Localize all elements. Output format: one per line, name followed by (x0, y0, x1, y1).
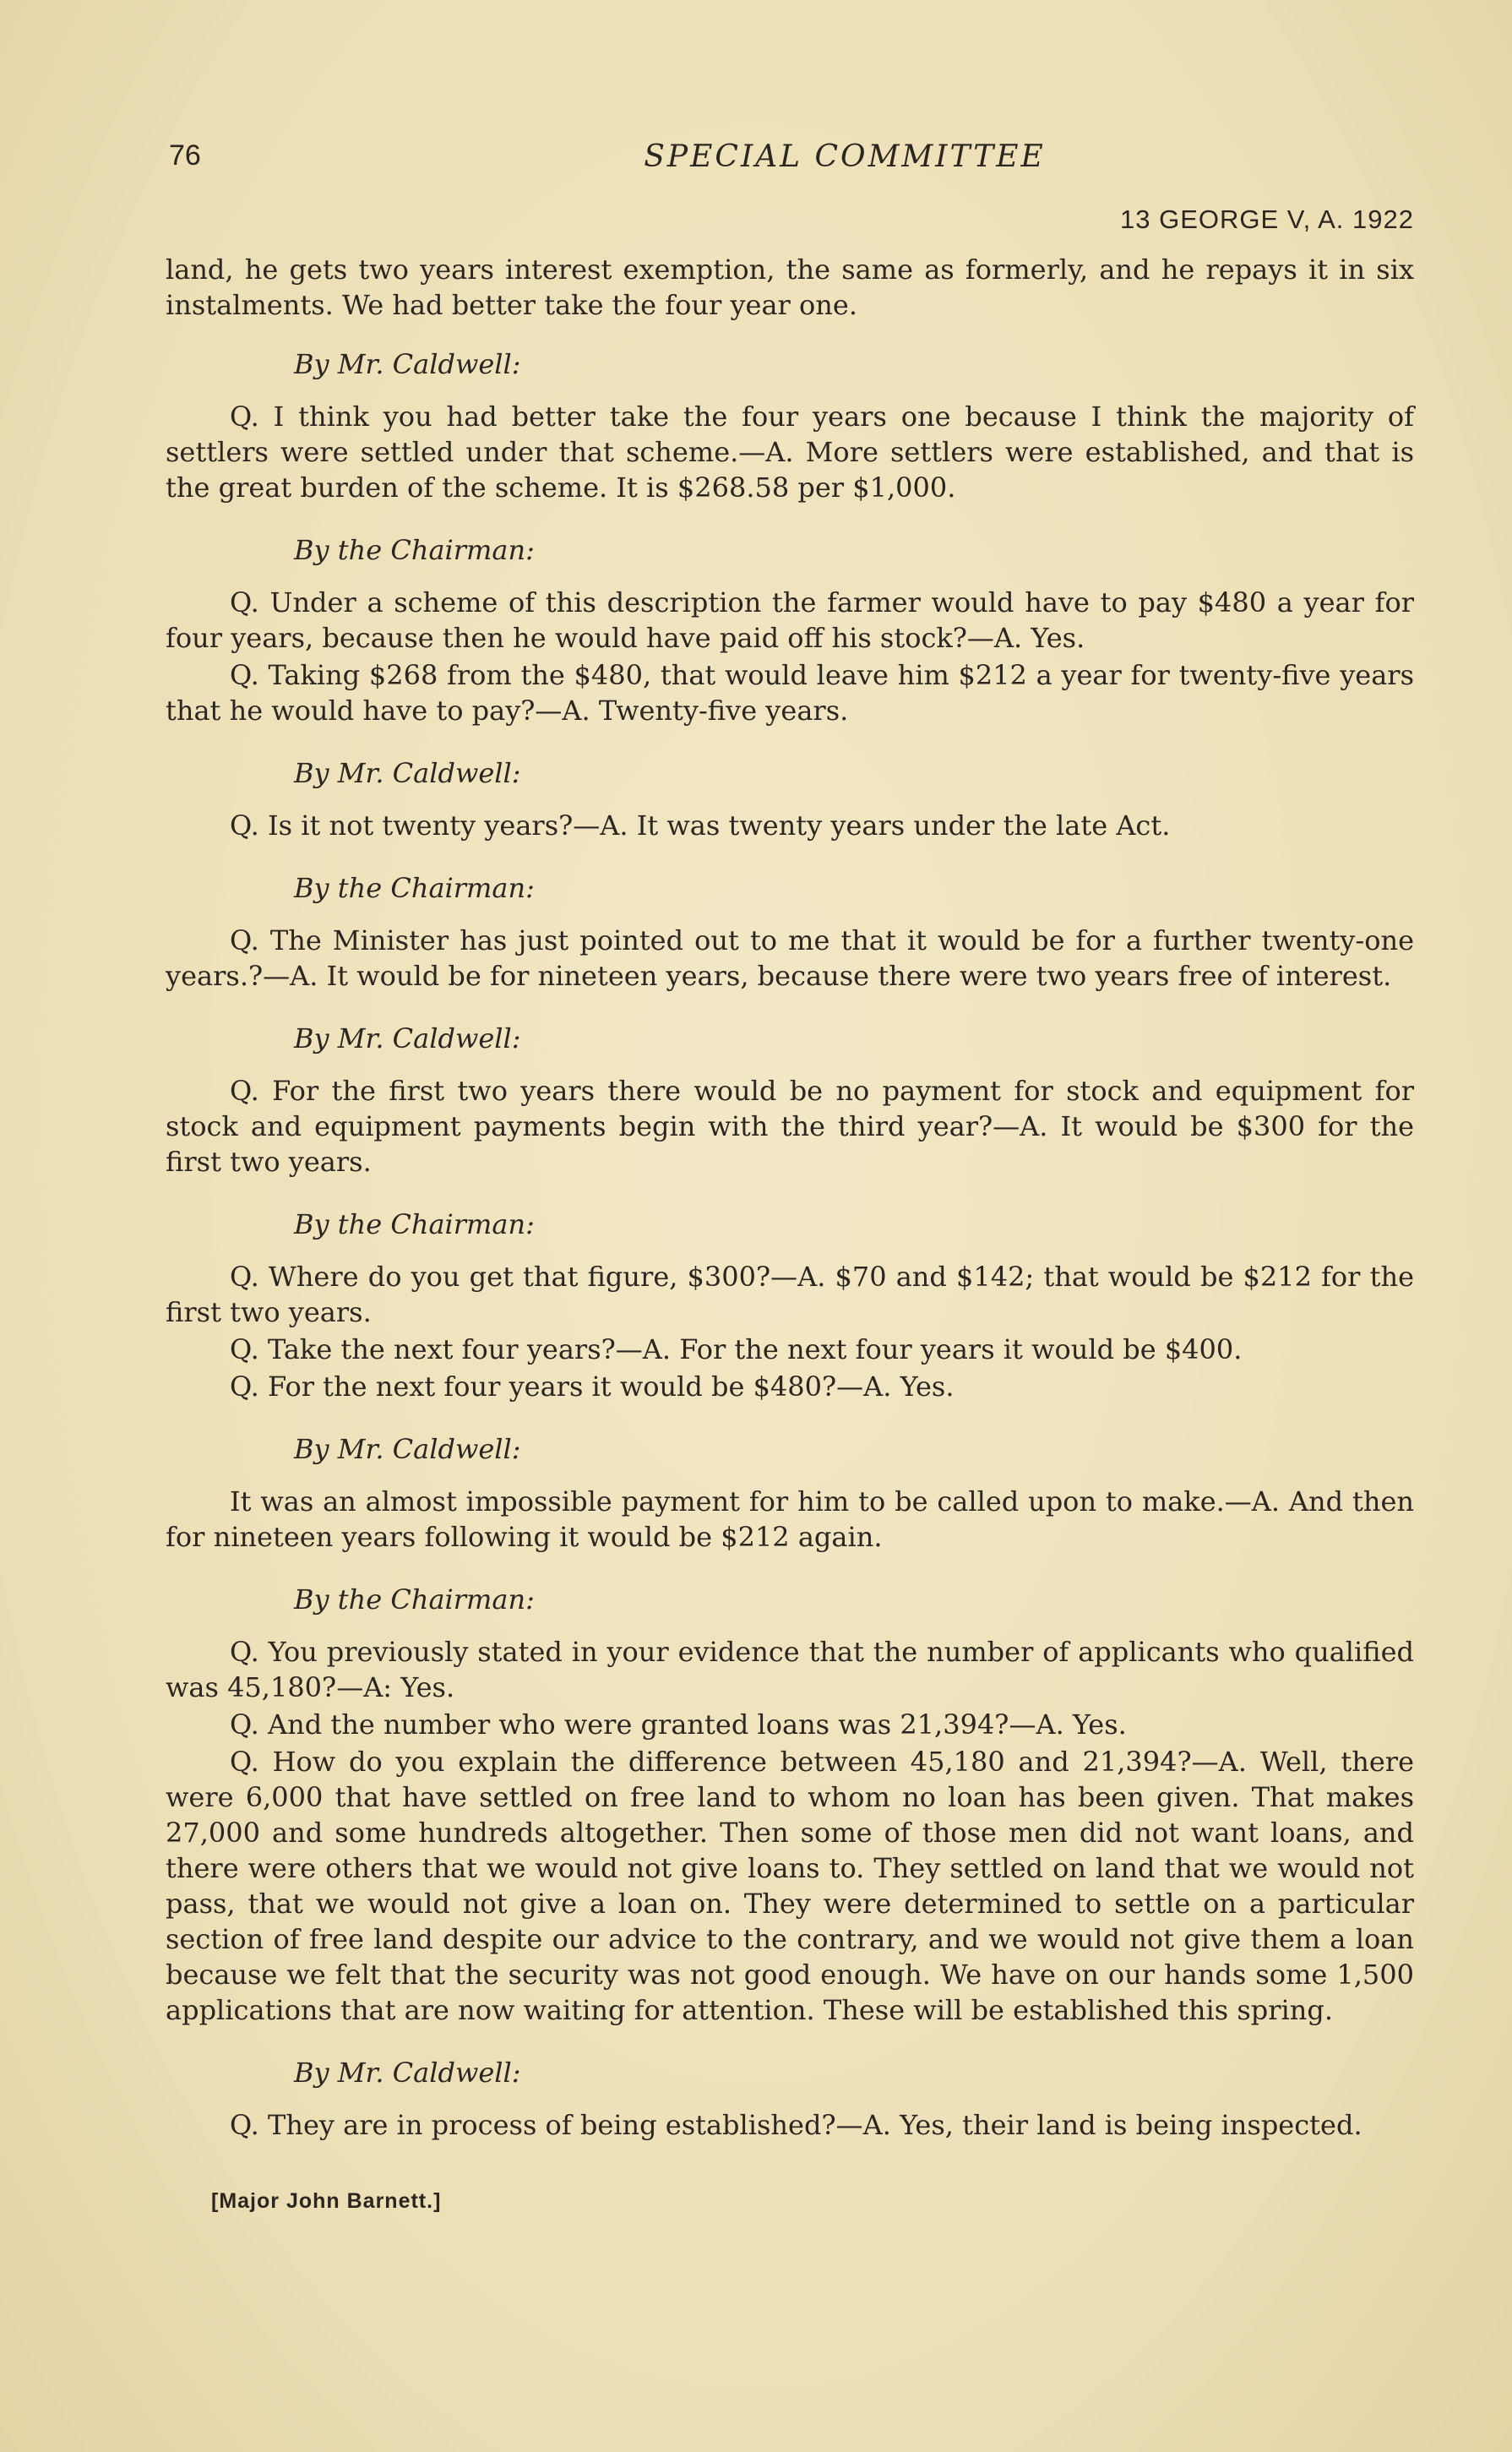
running-head (169, 139, 1419, 190)
speaker-heading: By the Chairman: (294, 534, 535, 566)
speaker-heading: By Mr. Caldwell: (294, 348, 521, 380)
speaker-heading: By the Chairman: (294, 872, 535, 904)
testimony-paragraph: Q. And the number who were granted loans was 21,394?—A. Yes. (230, 1708, 1127, 1741)
testimony-paragraph: Q. Where do you get that figure, $300?—A. $70 and $142; that would be $212 for the first two years. (166, 1261, 1414, 1328)
testimony-paragraph: Q. For the first two years there would be no payment for stock and equipment for stock and equipment payments begin with the third year?—A. It would be $300 for the first two years. (166, 1075, 1414, 1178)
speaker-heading: By the Chairman: (294, 1208, 535, 1240)
testimony-paragraph: Q. I think you had better take the four years one because I think the majority of settlers were settled under that scheme.—A. More settlers were established, and that is the great burden of the scheme. It is $268.58 per $1,000. (166, 400, 1414, 504)
session-label: 13 GEORGE V, A. 1922 (1120, 204, 1414, 234)
continued-paragraph: land, he gets two years interest exemption, the same as formerly, and he repays it in six instalments. We had better take the four year one. (166, 253, 1414, 321)
testimony-paragraph: Q. Taking $268 from the $480, that would leave him $212 a year for twenty-five years that he would have to pay?—A. Twenty-five years. (166, 659, 1414, 727)
page-title: SPECIAL COMMITTEE (644, 139, 1046, 174)
testimony-paragraph: Q. They are in process of being established?—A. Yes, their land is being inspected. (230, 2109, 1362, 2141)
speaker-heading: By Mr. Caldwell: (294, 2057, 521, 2089)
testimony-paragraph: Q. You previously stated in your evidence that the number of applicants who qualified was 45,180?—A: Yes. (166, 1636, 1414, 1703)
speaker-heading: By Mr. Caldwell: (294, 1022, 521, 1054)
testimony-paragraph: Q. Take the next four years?—A. For the next four years it would be $400. (230, 1333, 1243, 1365)
testimony-paragraph: Q. For the next four years it would be $480?—A. Yes. (230, 1370, 955, 1403)
speaker-heading: By the Chairman: (294, 1583, 535, 1616)
testimony-paragraph: Q. Under a scheme of this description the farmer would have to pay $480 a year for four years, because then he would have paid off his stock?—A. Yes. (166, 586, 1414, 654)
testimony-paragraph: Q. How do you explain the difference between 45,180 and 21,394?—A. Well, there were 6,000 that have settled on free land to whom no loan has been given. That makes 27,000 and some hundreds altogether. Then some of those men did not want loans, and there were others that we would not give loans to. They settled on land that we would not pass, that we would not give a loan on. They were determined to settle on a particular section of free land despite our advice to the contrary, and we would not give them a loan because we felt that the security was not good enough. We have on our hands some 1,500 applications that are now waiting for attention. These will be established this spring. (166, 1746, 1414, 2026)
speaker-footnote: [Major John Barnett.] (211, 2189, 442, 2213)
testimony-paragraph: It was an almost impossible payment for him to be called upon to make.—A. And then for nineteen years following it would be $212 again. (166, 1485, 1414, 1553)
speaker-heading: By Mr. Caldwell: (294, 757, 521, 789)
testimony-paragraph: Q. The Minister has just pointed out to me that it would be for a further twenty-one years.?—A. It would be for nineteen years, because there were two years free of interest. (166, 924, 1414, 992)
body-text (166, 252, 1414, 2143)
page-number: 76 (169, 139, 201, 172)
speaker-heading: By Mr. Caldwell: (294, 1433, 521, 1465)
testimony-paragraph: Q. Is it not twenty years?—A. It was twenty years under the late Act. (230, 809, 1171, 842)
